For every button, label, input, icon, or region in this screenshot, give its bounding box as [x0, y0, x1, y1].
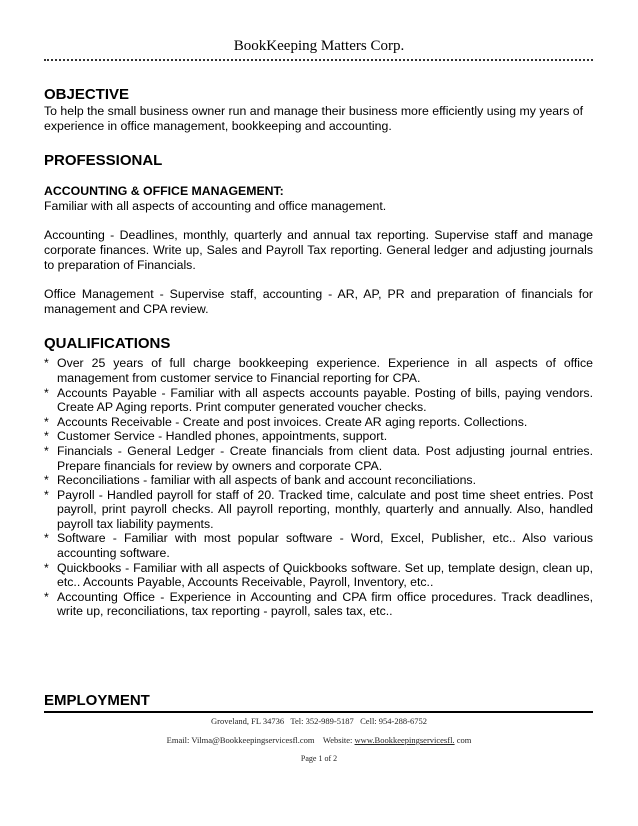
- resume-body: [44, 86, 593, 619]
- qualification-text: Quickbooks - Familiar with all aspects of Quickbooks software. Set up, template design, clean up, etc.. Accounts Payable, Accounts Receivable, Payroll, Inventory, etc..: [57, 560, 593, 590]
- qualification-text: Accounts Payable - Familiar with all aspects accounts payable. Posting of bills, paying vendors. Create AP Aging reports. Print computer generated voucher checks.: [57, 385, 593, 415]
- bullet: *: [44, 487, 49, 502]
- qualification-text: Over 25 years of full charge bookkeeping experience. Experience in all aspects of office management from customer service to Financial reporting for CPA.: [57, 356, 593, 385]
- list-item: [44, 590, 593, 619]
- list-item: [44, 531, 593, 560]
- qualification-text: Reconciliations - familiar with all aspects of bank and account reconciliations.: [57, 473, 476, 488]
- footer-tel: 352-989-5187: [305, 716, 354, 726]
- accounting-paragraph: Accounting - Deadlines, monthly, quarterly and annual tax reporting. Supervise staff and manage corporate finances. Write up, Sales and Payroll Tax reporting. General ledger and adjusting journals to preparation of Financials.: [44, 228, 593, 272]
- qualifications-list: [44, 356, 593, 619]
- bullet: *: [44, 443, 49, 458]
- bullet: *: [44, 589, 49, 604]
- page-number: Page 1 of 2: [300, 754, 338, 763]
- qualification-text: Accounts Receivable - Create and post invoices. Create AR aging reports. Collections.: [57, 414, 528, 429]
- footer-contact-line: [0, 716, 638, 726]
- footer-cell-label: Cell:: [360, 716, 377, 726]
- list-item: [44, 415, 593, 430]
- website-link[interactable]: www.Bookkeepingservicesfl.: [354, 735, 455, 745]
- office-management-paragraph: Office Management - Supervise staff, accounting - AR, AP, PR and preparation of financials for management and CPA review.: [44, 287, 593, 316]
- employment-heading: EMPLOYMENT: [44, 692, 150, 709]
- qualifications-heading: QUALIFICATIONS: [44, 335, 171, 353]
- bullet: *: [44, 429, 49, 444]
- qualification-text: Software - Familiar with most popular software - Word, Excel, Publisher, etc.. Also various accounting software.: [57, 531, 593, 561]
- footer-website-label: Website:: [322, 735, 353, 745]
- website-tld: com: [456, 735, 472, 745]
- list-item: [44, 386, 593, 415]
- objective-heading: OBJECTIVE: [44, 86, 130, 103]
- bullet: *: [44, 473, 49, 488]
- footer-tel-label: Tel:: [290, 716, 304, 726]
- footer-cell: 954-288-6752: [378, 716, 427, 726]
- list-item: [44, 561, 593, 590]
- professional-intro: Familiar with all aspects of accounting and office management.: [44, 198, 387, 213]
- bullet: *: [44, 385, 49, 400]
- list-item: [44, 444, 593, 473]
- footer-divider: [44, 711, 593, 713]
- qualification-text: Accounting Office - Experience in Accounting and CPA firm office procedures. Track deadlines, write up, reconciliations, tax reporting - payroll, sales tax, etc..: [57, 589, 593, 619]
- objective-text: To help the small business owner run and manage their business more efficiently using my years of experience in office management, bookkeeping and accounting.: [44, 104, 584, 133]
- footer-email-label: Email:: [166, 735, 190, 745]
- bullet: *: [44, 531, 49, 546]
- list-item: [44, 429, 593, 444]
- list-item: [44, 473, 593, 488]
- bullet: *: [44, 560, 49, 575]
- professional-subheading: ACCOUNTING & OFFICE MANAGEMENT:: [44, 184, 284, 199]
- professional-heading: PROFESSIONAL: [44, 152, 163, 170]
- bullet: *: [44, 356, 49, 371]
- footer-email-line: [0, 735, 638, 745]
- qualification-text: Financials - General Ledger - Create financials from client data. Post adjusting journal entries. Prepare financials for review by owners and corporate CPA.: [57, 443, 593, 473]
- bullet: *: [44, 414, 49, 429]
- qualification-text: Payroll - Handled payroll for staff of 20. Tracked time, calculate and post time sheet entries. Post payroll, print payroll checks. All payroll reporting, monthly, quarterly and annually. Also, handled payroll tax liability payments.: [57, 487, 593, 531]
- footer-address: Groveland, FL 34736: [211, 716, 285, 726]
- footer-email[interactable]: Vilma@Bookkeepingservicesfl.com: [191, 735, 315, 745]
- qualification-text: Customer Service - Handled phones, appointments, support.: [57, 429, 388, 444]
- list-item: [44, 356, 593, 385]
- header-divider: [44, 59, 593, 61]
- company-header: BookKeeping Matters Corp.: [233, 38, 405, 54]
- list-item: [44, 488, 593, 532]
